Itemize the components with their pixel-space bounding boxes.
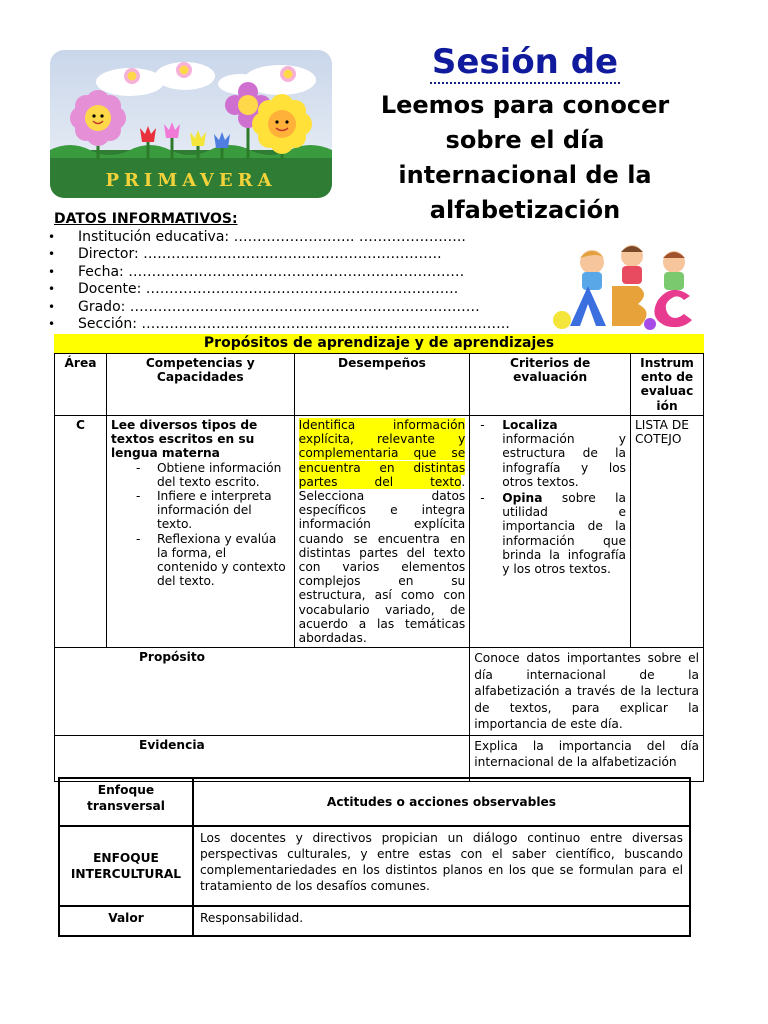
capacidad-item: - Infiere e interpreta información del texto. bbox=[157, 489, 290, 532]
enfoque-row bbox=[59, 826, 690, 906]
competencia-text: Lee diversos tipos de textos escritos en su lengua materna bbox=[110, 418, 258, 461]
evidencia-label: Evidencia bbox=[55, 735, 470, 781]
table-row bbox=[55, 416, 704, 648]
enfoque-header-row bbox=[59, 778, 690, 826]
capacidad-item: - Reflexiona y evalúa la forma, el contenido y contexto del texto. bbox=[157, 532, 290, 589]
desempenos-cell: Identifica información explícita, relevante y complementaria que se encuentra en distintas partes del texto. Selecciona datos específicos e integra información explícita cuando se encuentra en distintas partes del texto con varios elementos complejos en su estructura, así como con vocabulario variado, de acuerdo a las temáticas abordadas. bbox=[294, 416, 470, 648]
primavera-illustration bbox=[50, 50, 332, 198]
enfoque-table bbox=[58, 777, 691, 937]
header-desempenos: Desempeños bbox=[294, 354, 470, 416]
table-header-row bbox=[55, 354, 704, 416]
instrumento-cell: LISTA DE COTEJO bbox=[631, 416, 704, 648]
enfoque-transversal-header: Enfoque transversal bbox=[59, 778, 193, 826]
evidencia-text: Explica la importancia del día internacional de la alfabetización bbox=[470, 735, 704, 781]
header-criterios: Criterios de evaluación bbox=[470, 354, 631, 416]
desempeno-highlight: Identifica información explícita, relevante y complementaria que se encuentra en distintas partes del texto bbox=[298, 418, 466, 489]
primavera-text: PRIMAVERA bbox=[105, 170, 277, 191]
proposito-row bbox=[55, 648, 704, 736]
capacidad-item: - Obtiene información del texto escrito. bbox=[157, 461, 290, 489]
area-cell: C bbox=[55, 416, 107, 648]
datos-item-director: • Director: ………………………………………………………. bbox=[48, 246, 442, 263]
datos-informativos-heading: DATOS INFORMATIVOS: bbox=[54, 211, 238, 227]
enfoque-intercultural-label: ENFOQUE INTERCULTURAL bbox=[59, 826, 193, 906]
enfoque-intercultural-text: Los docentes y directivos propician un diálogo continuo entre diversas perspectivas culturales, y entre estas con el saber científico, buscando complementariedades en los distintos planos en los que se formulan para el tratamiento de los desafíos comunes. bbox=[193, 826, 690, 906]
valor-label: Valor bbox=[59, 906, 193, 936]
datos-item-institucion: • Institución educativa: …………………….. ………………….. bbox=[48, 229, 466, 245]
datos-list bbox=[48, 229, 510, 333]
actitudes-header: Actitudes o acciones observables bbox=[193, 778, 690, 826]
propositos-heading: Propósitos de aprendizaje y de aprendizajes bbox=[54, 334, 704, 353]
competencias-cell bbox=[106, 416, 294, 648]
datos-item-grado: • Grado: ………………………………………………………………… bbox=[48, 298, 480, 315]
header-instrumento: Instrum ento de evaluac ión bbox=[631, 354, 704, 416]
datos-item-docente: • Docente: …………………………………………………………. bbox=[48, 281, 459, 298]
datos-item-fecha: • Fecha: ……………………………………………………………… bbox=[48, 263, 465, 280]
valor-text: Responsabilidad. bbox=[193, 906, 690, 936]
criterio-item: - Localiza información y estructura de la infografía y los otros textos. bbox=[502, 418, 626, 489]
criterio-item: - Opina sobre la utilidad e importancia de la información que brinda la infografía y los otros textos. bbox=[502, 491, 626, 576]
kids-abc-illustration bbox=[550, 242, 704, 330]
header-area: Área bbox=[55, 354, 107, 416]
datos-item-seccion: • Sección: ……………………………………………………………………. bbox=[48, 315, 510, 332]
proposito-text: Conoce datos importantes sobre el día internacional de la alfabetización a través de la lectura de textos, para explicar la importancia de este día. bbox=[470, 648, 704, 736]
valor-row bbox=[59, 906, 690, 936]
capacidades-list bbox=[111, 461, 290, 589]
criterios-list bbox=[474, 418, 626, 576]
header-competencias: Competencias y Capacidades bbox=[106, 354, 294, 416]
session-heading: Sesión de bbox=[431, 42, 619, 82]
evidencia-row bbox=[55, 735, 704, 781]
desempeno-rest: Selecciona datos específicos e integra información explícita cuando se encuentra en distintas partes del texto con varios elementos complejos en su estructura, así como con vocabulario variado, de acuerdo a las temáticas abordadas. bbox=[298, 489, 466, 646]
session-title: Leemos para conocer sobre el día internacional de la alfabetización bbox=[380, 91, 670, 224]
criterios-cell bbox=[470, 416, 631, 648]
propositos-table bbox=[54, 353, 704, 782]
proposito-label: Propósito bbox=[55, 648, 470, 736]
